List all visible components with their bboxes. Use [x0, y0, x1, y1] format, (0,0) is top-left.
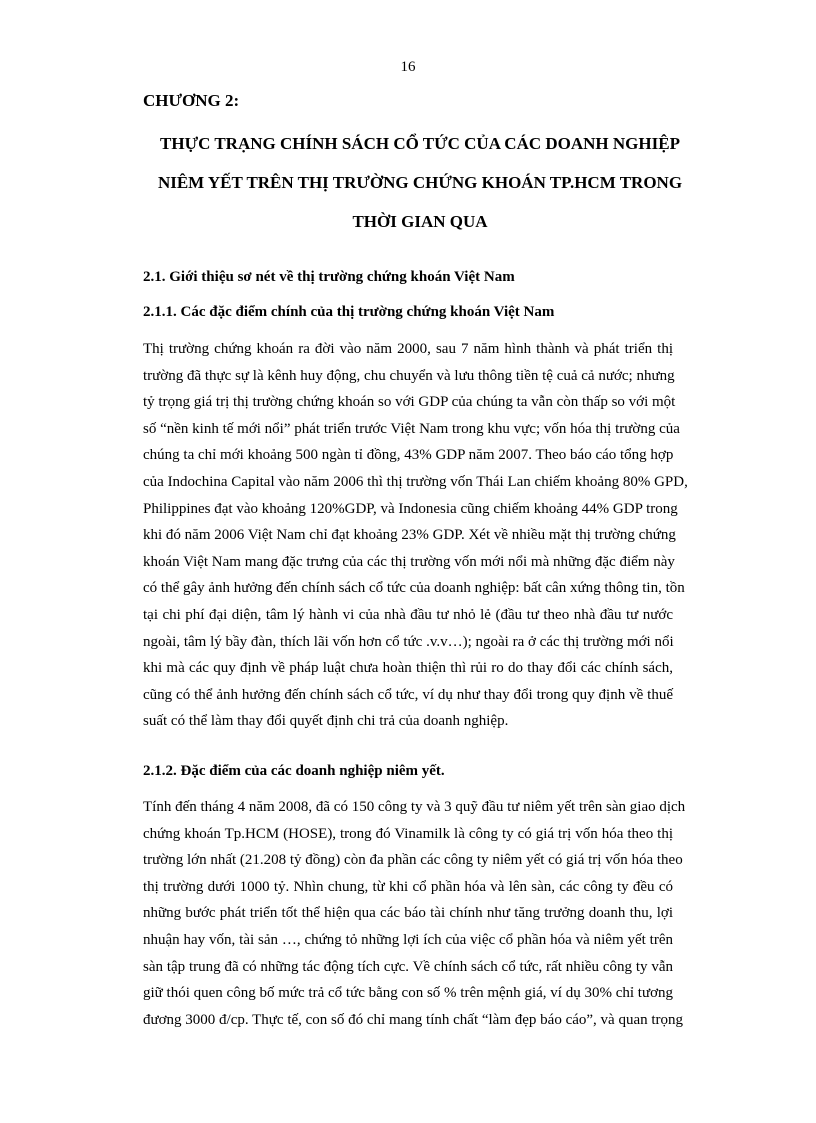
paragraph-line: thị trường dưới 1000 tỷ. Nhìn chung, từ khi cổ phần hóa và lên sàn, các công ty đều có — [143, 878, 673, 895]
chapter-title-line: NIÊM YẾT TRÊN THỊ TRƯỜNG CHỨNG KHOÁN TP.HCM TRONG — [157, 173, 683, 192]
paragraph-line: đương 3000 đ/cp. Thực tế, con số đó chỉ mang tính chất “làm đẹp báo cáo”, và quan trọng — [143, 1011, 684, 1028]
page-number: 16 — [400, 59, 416, 75]
paragraph-line: tại chi phí đại diện, tâm lý hành vi của nhà đầu tư nhỏ lẻ (đầu tư theo nhà đầu tư nước — [143, 606, 673, 623]
paragraph-line: số “nền kinh tế mới nổi” phát triển trước Việt Nam trong khu vực; vốn hóa thị trường của — [143, 420, 680, 437]
chapter-title-line: THỜI GIAN QUA — [352, 212, 488, 231]
paragraph-line: Thị trường chứng khoán ra đời vào năm 2000, sau 7 năm hình thành và phát triển thị — [143, 341, 673, 357]
paragraph-line: Philippines đạt vào khoảng 120%GDP, và Indonesia cũng chiếm khoảng 44% GDP trong — [143, 500, 678, 517]
paragraph-line: chúng ta chỉ mới khoảng 500 ngàn tỉ đồng, 43% GDP năm 2007. Theo báo cáo tổng hợp — [143, 447, 674, 464]
paragraph-line: khi đó năm 2006 Việt Nam chỉ đạt khoảng 23% GDP. Xét về nhiều mặt thị trường chứng — [143, 527, 676, 544]
paragraph-line: khoán Việt Nam mang đặc trưng của các thị trường vốn mới nổi mà những đặc điểm này — [143, 553, 675, 570]
paragraph-line: trường đã thực sự là kênh huy động, chu chuyển và lưu thông tiền tệ cuả cả nước; nhưng — [143, 367, 675, 384]
paragraph-line: giữ thói quen công bố mức trả cổ tức bằng con số % trên mệnh giá, ví dụ 30% chỉ tương — [143, 985, 673, 1002]
section-2-1-heading: 2.1. Giới thiệu sơ nét về thị trường chứng khoán Việt Nam — [143, 269, 515, 285]
chapter-label: CHƯƠNG 2: — [143, 91, 240, 110]
paragraph-line: tỷ trọng giá trị thị trường chứng khoán so với GDP của chúng ta vẫn còn thấp so với một — [143, 394, 676, 411]
paragraph-line: cũng có thể ảnh hưởng đến chính sách cổ tức, ví dụ như thay đổi trong quy định về thuế — [143, 686, 673, 703]
paragraph-line: có thể gây ảnh hưởng đến chính sách cổ tức của doanh nghiệp: bất cân xứng thông tin, tồn — [143, 580, 685, 597]
paragraph-line: nhuận hay vốn, tài sản …, chứng tỏ những lợi ích của việc cổ phần hóa và niêm yết trên — [143, 931, 673, 948]
section-2-1-1-paragraph — [143, 336, 688, 735]
chapter-title-line: THỰC TRẠNG CHÍNH SÁCH CỔ TỨC CỦA CÁC DOANH NGHIỆP — [160, 134, 680, 153]
paragraph-line: của Indochina Capital vào năm 2006 thì thị trường vốn Thái Lan chiếm khoảng 80% GPD, — [143, 473, 688, 490]
chapter-title — [130, 124, 710, 241]
section-2-1-1-heading: 2.1.1. Các đặc điểm chính của thị trường chứng khoán Việt Nam — [143, 304, 555, 320]
paragraph-line: suất có thể làm thay đổi quyết định chi trả của doanh nghiệp. — [143, 713, 509, 730]
paragraph-line: khi mà các quy định về pháp luật chưa hoàn thiện thì rủi ro do thay đổi các chính sách, — [143, 660, 673, 677]
paragraph-line: Tính đến tháng 4 năm 2008, đã có 150 công ty và 3 quỹ đầu tư niêm yết trên sàn giao dịch — [143, 799, 686, 815]
paragraph-line: trường lớn nhất (21.208 tỷ đồng) còn đa phần các công ty niêm yết có giá trị vốn hóa theo — [143, 852, 683, 869]
paragraph-line: chứng khoán Tp.HCM (HOSE), trong đó Vinamilk là công ty có giá trị vốn hóa theo thị — [143, 825, 673, 842]
section-2-1-2-heading: 2.1.2. Đặc điểm của các doanh nghiệp niêm yết. — [143, 763, 445, 779]
paragraph-line: ngoài, tâm lý bầy đàn, thích lãi vốn hơn cổ tức .v.v…); ngoài ra ở các thị trường mới nổi — [143, 633, 674, 650]
section-2-1-2-paragraph — [143, 794, 686, 1033]
paragraph-line: những bước phát triển tốt thể hiện qua các báo tài chính như tăng trưởng doanh thu, lợi — [143, 905, 673, 922]
paragraph-line: sàn tập trung đã có những tác động tích cực. Về chính sách cổ tức, rất nhiều công ty vẫn — [143, 958, 673, 975]
